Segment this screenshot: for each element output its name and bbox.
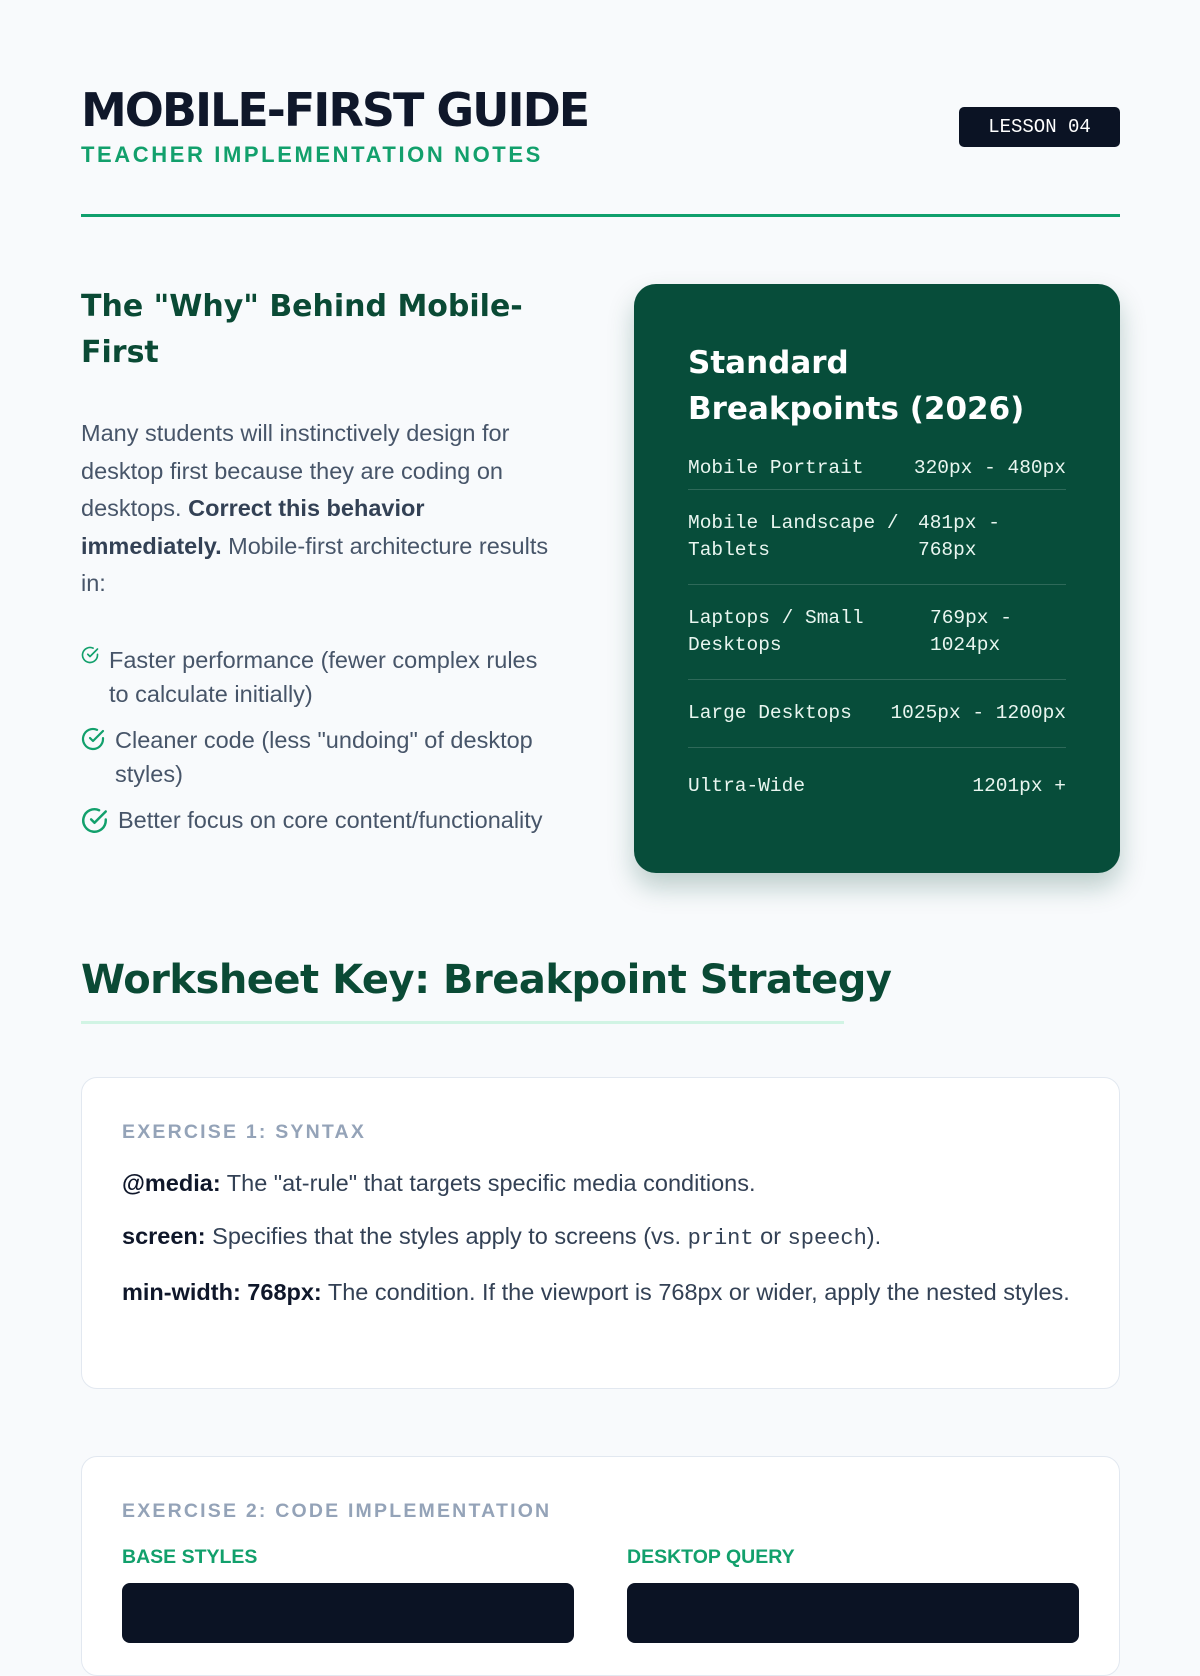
benefit-text: Cleaner code (less "undoing" of desktop styles)	[115, 727, 533, 787]
benefit-text: Faster performance (fewer complex rules to calculate initially)	[109, 647, 538, 707]
desktop-query-label: DESKTOP QUERY	[627, 1546, 795, 1568]
definition-text: or	[753, 1223, 788, 1249]
breakpoint-name: Mobile Landscape / Tablets	[688, 512, 899, 561]
why-intro-paragraph	[81, 415, 551, 603]
breakpoint-row	[688, 748, 1066, 824]
check-circle-icon	[81, 646, 99, 664]
definition-term: @media:	[122, 1170, 221, 1196]
breakpoint-row	[688, 585, 1066, 680]
exercise-2-card	[81, 1456, 1120, 1676]
desktop-query-column	[627, 1545, 1079, 1643]
definition-text: ).	[866, 1223, 882, 1249]
code-print: print	[687, 1226, 754, 1251]
desktop-query-code-block	[627, 1583, 1079, 1643]
breakpoint-row	[688, 680, 1066, 748]
definition-text: Specifies that the styles apply to screens (vs.	[205, 1223, 688, 1249]
check-circle-icon	[81, 807, 108, 834]
why-heading: The "Why" Behind Mobile-First	[81, 289, 523, 370]
definition-term: min-width: 768px:	[122, 1279, 322, 1305]
breakpoint-row	[688, 454, 1066, 490]
breakpoint-name: Ultra-Wide	[688, 774, 806, 797]
benefit-item	[81, 724, 561, 791]
worksheet-heading: Worksheet Key: Breakpoint Strategy	[81, 950, 844, 1024]
breakpoint-name: Mobile Portrait	[688, 457, 864, 479]
breakpoint-name: Laptops / Small Desktops	[688, 607, 864, 656]
breakpoint-range: 1025px - 1200px	[890, 702, 1066, 724]
definition-text: The "at-rule" that targets specific media conditions.	[220, 1170, 756, 1196]
benefit-text: Better focus on core content/functionality	[118, 807, 543, 833]
exercise-2-label: EXERCISE 2: CODE IMPLEMENTATION	[122, 1500, 552, 1522]
definition-term: screen:	[122, 1223, 206, 1249]
page-subtitle: TEACHER IMPLEMENTATION NOTES	[81, 142, 543, 167]
why-intro-end: Mobile-first architecture results in:	[81, 532, 549, 596]
definition-screen	[122, 1219, 1079, 1256]
why-intro-emphasis: Correct this behavior immediately.	[81, 495, 425, 559]
page-title: MOBILE-FIRST GUIDE	[81, 83, 589, 137]
benefit-item	[81, 804, 561, 838]
breakpoint-row	[688, 490, 1066, 585]
breakpoint-range: 481px - 768px	[918, 512, 1000, 561]
definition-text: The condition. If the viewport is 768px or wider, apply the nested styles.	[321, 1279, 1070, 1305]
code-speech: speech	[787, 1226, 867, 1251]
breakpoint-range: 769px - 1024px	[930, 607, 1012, 656]
page-header	[81, 80, 1120, 217]
base-styles-label: BASE STYLES	[122, 1546, 258, 1568]
benefit-item	[81, 644, 561, 711]
breakpoints-card	[634, 284, 1120, 873]
why-intro-start: Many students will instinctively design for desktop first because they are coding on desktops.	[81, 420, 510, 521]
breakpoint-range: 320px - 480px	[913, 457, 1066, 479]
lesson-badge: LESSON 04	[959, 107, 1120, 147]
breakpoint-name: Large Desktops	[688, 702, 852, 724]
definition-media	[122, 1166, 1079, 1200]
definition-min-width	[122, 1275, 1079, 1309]
exercise-1-card	[81, 1077, 1120, 1389]
code-columns	[122, 1545, 1079, 1643]
exercise-1-label: EXERCISE 1: SYNTAX	[122, 1121, 367, 1143]
base-styles-code-block	[122, 1583, 574, 1643]
breakpoint-range: 1201px +	[972, 774, 1066, 797]
benefit-list	[81, 644, 561, 851]
check-circle-icon	[81, 727, 105, 751]
base-styles-column	[122, 1545, 574, 1643]
breakpoints-title: Standard Breakpoints (2026)	[688, 345, 1025, 427]
